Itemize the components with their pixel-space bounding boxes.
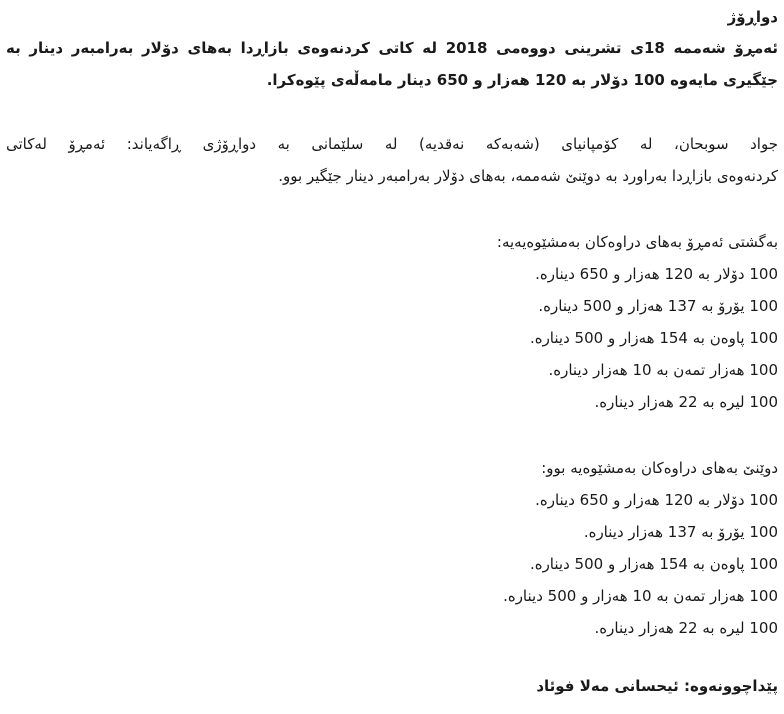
today-rates-heading: بەگشتی ئەمڕۆ بەهای دراوەکان بەمشێوەیەیە:	[496, 233, 778, 251]
yesterday-rates-section	[6, 452, 778, 644]
rate-line: 100 یۆرۆ بە 137 هەزار دینارە.	[583, 523, 778, 541]
rate-line: 100 هەزار تمەن بە 10 هەزار دینارە.	[548, 361, 778, 379]
rate-line: 100 دۆلار بە 120 هەزار و 650 دینارە.	[535, 491, 778, 509]
rate-line: 100 دۆلار بە 120 هەزار و 650 دینارە.	[535, 265, 778, 283]
lead-paragraph	[6, 32, 778, 96]
article	[6, 0, 778, 702]
dateline: دواڕۆژ	[727, 8, 778, 26]
body-line-2: کردنەوەی بازاڕدا بەراورد بە دوێنێ شەممە، بەهای دۆلار بەرامبەر دینار جێگیر بوو.	[278, 167, 778, 185]
rate-line: 100 یۆرۆ بە 137 هەزار و 500 دینارە.	[538, 297, 778, 315]
rate-line: 100 پاوەن بە 154 هەزار و 500 دینارە.	[529, 329, 778, 347]
editor-credit: پێداچوونەوە: ئیحسانی مەلا فوئاد	[536, 677, 778, 695]
lead-line-2: جێگیری مایەوە 100 دۆلار بە 120 هەزار و 650 دینار مامەڵەی پێوەکرا.	[266, 71, 778, 89]
yesterday-rates-heading: دوێنێ بەهای دراوەکان بەمشێوەیە بوو:	[541, 459, 778, 477]
body-paragraph	[6, 128, 778, 192]
spacer	[6, 192, 778, 226]
rate-line: 100 لیرە بە 22 هەزار دینارە.	[594, 619, 778, 637]
lead-line-1: ئەمڕۆ شەممە 18ی تشرینی دووەمی 2018 لە کاتی کردنەوەی بازاڕدا بەهای دۆلار بەرامبەر دینار بە	[6, 39, 778, 57]
spacer	[6, 644, 778, 670]
rate-line: 100 هەزار تمەن بە 10 هەزار و 500 دینارە.	[503, 587, 778, 605]
rate-line: 100 پاوەن بە 154 هەزار و 500 دینارە.	[529, 555, 778, 573]
today-rates-section	[6, 226, 778, 418]
rate-line: 100 لیرە بە 22 هەزار دینارە.	[594, 393, 778, 411]
body-line-1: جواد سوبحان، لە کۆمپانیای (شەبەکە نەقدیە) لە سلێمانی بە دواڕۆژی ڕاگەیاند: ئەمڕۆ لەکاتی	[6, 135, 778, 153]
spacer	[6, 96, 778, 128]
spacer	[6, 418, 778, 452]
